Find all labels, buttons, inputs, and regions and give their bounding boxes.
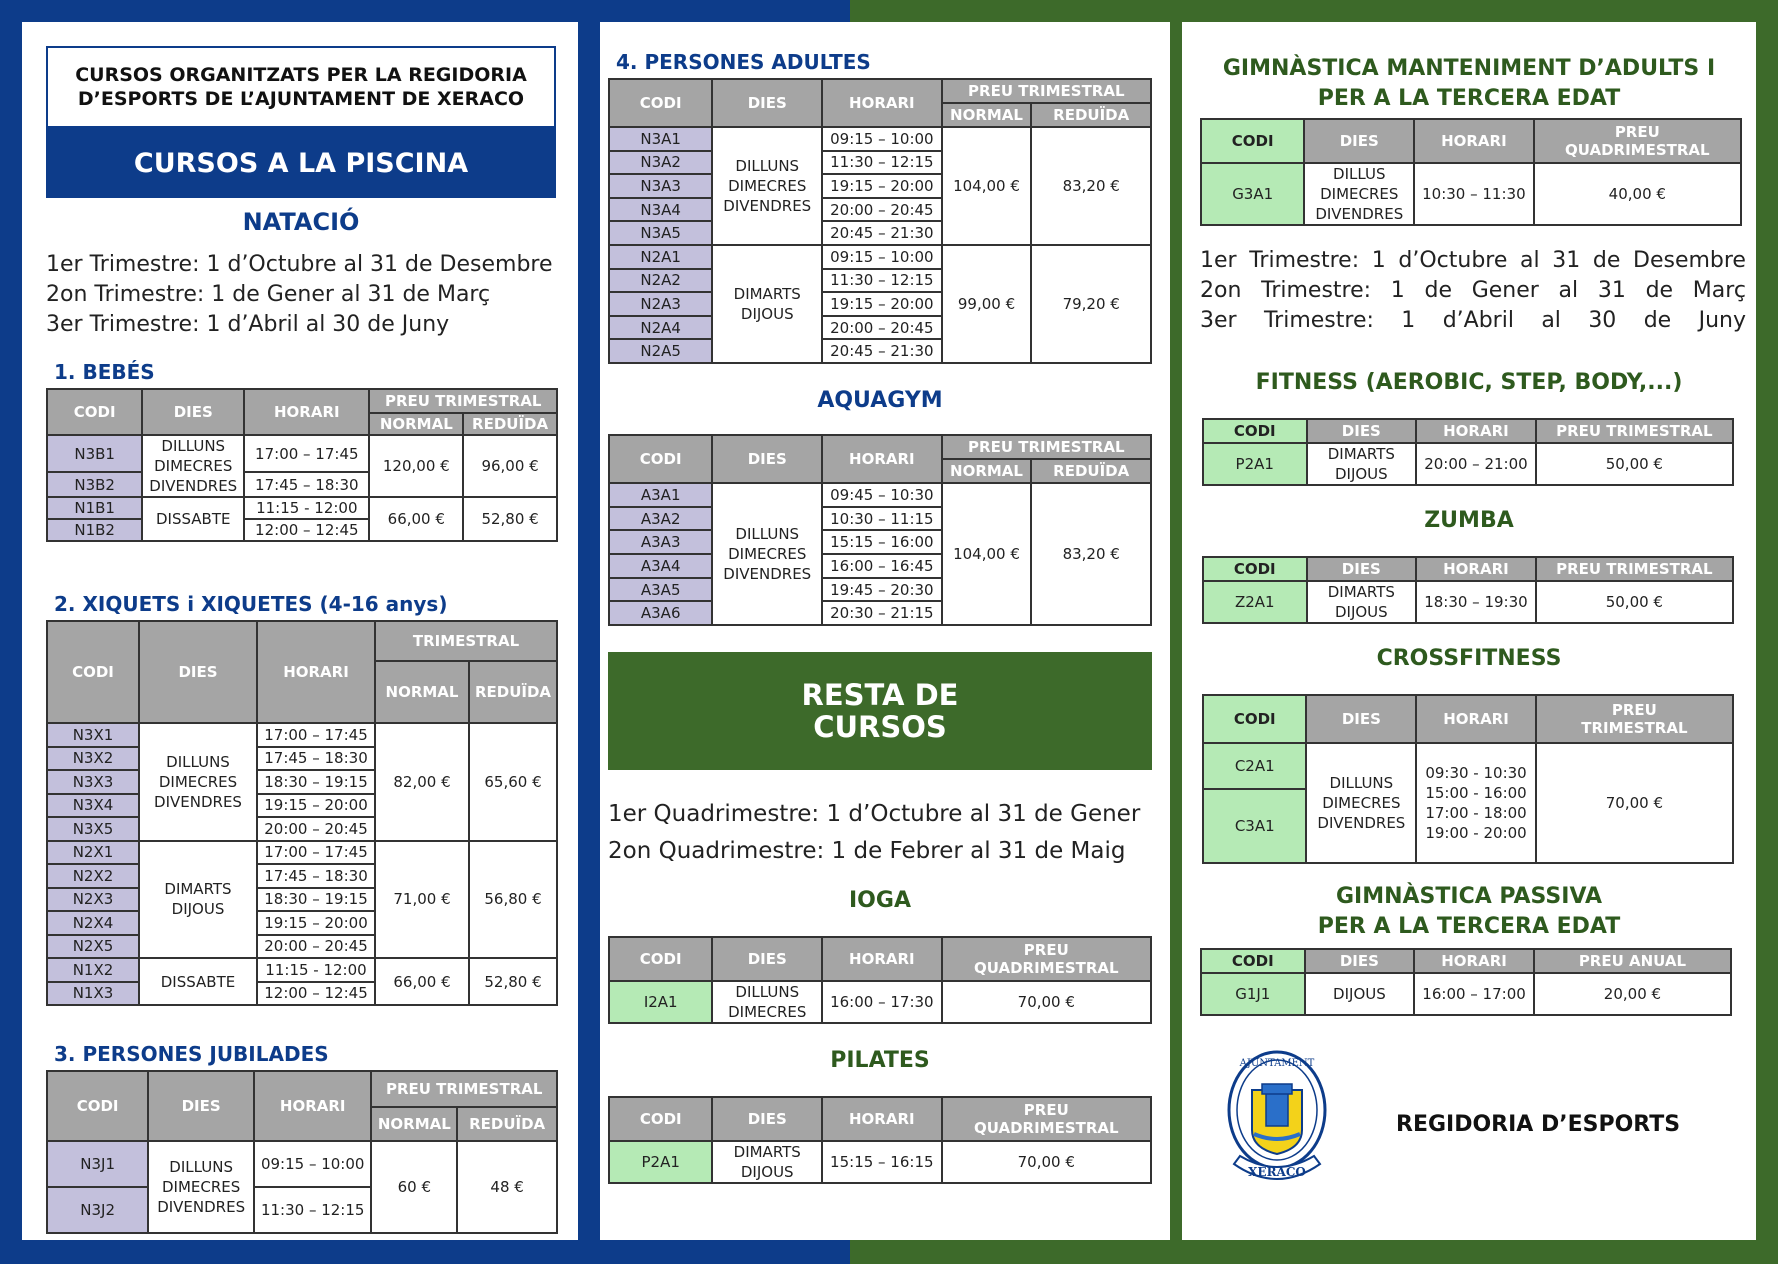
table-cell: N2X4 [47,911,139,935]
table-cell: N1X2 [47,958,139,982]
table-header-cell: HORARI [1416,557,1536,581]
table-cell: 66,00 € [369,497,463,541]
table-cell: DISSABTE [142,497,244,541]
resta-banner: RESTA DE CURSOS [608,652,1152,770]
table-cell: 19:15 – 20:00 [822,292,941,316]
table-row [609,1097,1151,1141]
table-header-cell: DIES [1307,419,1417,443]
table-cell: G3A1 [1201,163,1304,225]
table-cell: N2A1 [609,245,712,269]
table-cell: A3A4 [609,554,712,578]
table-cell: 09:30 - 10:30 15:00 - 16:00 17:00 - 18:00 19:00 - 20:00 [1416,743,1536,863]
table-cell: N3X5 [47,817,139,841]
ioga-table [608,936,1152,1024]
table-cell: 16:00 – 16:45 [822,554,941,578]
table-cell: 11:30 – 12:15 [822,269,941,293]
table-cell: DILLUNS DIMECRES DIVENDRES [139,723,257,841]
zumba-title: ZUMBA [1424,508,1514,533]
panel-adults [600,22,1170,1240]
table-row [1203,419,1733,443]
bebes-table [46,388,558,542]
jubilades-table [46,1070,558,1234]
table-cell: 19:15 – 20:00 [257,794,375,818]
jubilades-title: 3. PERSONES JUBILADES [54,1042,329,1066]
zumba-table [1202,556,1734,624]
manteniment-title: GIMNÀSTICA MANTENIMENT D’ADULTS I PER A LA TERCERA EDAT [1222,56,1716,111]
table-cell: N3X1 [47,723,139,747]
table-row [609,79,1151,103]
table-cell: N2A4 [609,316,712,340]
table-header-cell: DIES [142,389,244,435]
table-header-cell: PREU TRIMESTRAL [371,1071,557,1107]
table-cell: P2A1 [1203,443,1307,485]
table-row [1201,949,1731,973]
table-header-cell: DIES [1307,557,1417,581]
table-cell: N3X2 [47,747,139,771]
table-cell: 17:45 – 18:30 [244,472,369,497]
table-cell: P2A1 [609,1141,712,1183]
table-header-cell: CODI [47,1071,148,1141]
table-header-cell: HORARI [1416,419,1536,443]
table-cell: N3A2 [609,151,712,175]
table-header-cell: DIES [1305,949,1415,973]
table-header-cell: REDUÏDA [1031,103,1151,127]
table-cell: DILLUNS DIMECRES DIVENDRES [1306,743,1416,863]
table-header-cell: NORMAL [369,413,463,435]
table-header-cell: CODI [1201,949,1305,973]
table-header-cell: CODI [1203,695,1306,743]
table-cell: Z2A1 [1203,581,1307,623]
trimestres-list: 1er Trimestre: 1 d’Octubre al 31 de Desembre 2on Trimestre: 1 de Gener al 31 de Març 3er Trimestre: 1 d’Abril al 30 de Juny [46,252,553,337]
table-row [1203,743,1733,789]
table-header-cell: CODI [609,79,712,127]
table-header-cell: NORMAL [942,103,1032,127]
table-cell: 17:00 – 17:45 [257,723,375,747]
table-cell: DILLUNS DIMECRES DIVENDRES [712,483,822,625]
trim-row-1: 1er Trimestre: 1 d’Octubre al 31 de Desembre [1200,248,1746,273]
panel-piscina [22,22,578,1240]
table-cell: 83,20 € [1031,483,1151,625]
table-cell: 70,00 € [942,1141,1151,1183]
table-cell: N2A5 [609,339,712,363]
adultes-table [608,78,1152,364]
table-cell: 18:30 – 19:15 [257,888,375,912]
table-row [1203,557,1733,581]
table-cell: 20:00 – 20:45 [257,935,375,959]
table-header-cell: HORARI [254,1071,371,1141]
table-cell: 70,00 € [1536,743,1733,863]
pilates-table [608,1096,1152,1184]
table-header-cell: DIES [712,435,822,483]
table-cell: 17:00 – 17:45 [257,841,375,865]
table-cell: 120,00 € [369,435,463,497]
table-cell: N3A1 [609,127,712,151]
table-row [1203,581,1733,623]
table-header-cell: DIES [712,937,822,981]
table-header-cell: HORARI [1414,949,1534,973]
table-cell: 20,00 € [1534,973,1731,1015]
table-cell: 52,80 € [469,958,557,1005]
table-cell: 19:15 – 20:00 [822,174,941,198]
table-cell: 17:45 – 18:30 [257,864,375,888]
fitness-title: FITNESS (AEROBIC, STEP, BODY,...) [1255,370,1683,395]
table-header-cell: CODI [609,435,712,483]
table-header-cell: CODI [1201,119,1304,163]
table-header-cell: HORARI [1416,695,1536,743]
table-header-cell: PREU QUADRIMESTRAL [942,937,1151,981]
table-row [47,435,557,472]
table-cell: 20:45 – 21:30 [822,221,941,245]
table-row [47,621,557,661]
table-cell: DIMARTS DIJOUS [1307,443,1417,485]
svg-text:XERACO: XERACO [1248,1165,1306,1179]
table-header-cell: NORMAL [942,459,1032,483]
table-row [1203,695,1733,743]
table-header-cell: PREU TRIMESTRAL [942,435,1151,459]
xiquets-title: 2. XIQUETS i XIQUETES (4-16 anys) [54,592,448,616]
regidoria-label: REGIDORIA D’ESPORTS [1396,1112,1681,1137]
table-cell: DIMARTS DIJOUS [712,1141,822,1183]
table-header-cell: DIES [712,1097,822,1141]
table-cell: C3A1 [1203,789,1306,863]
passiva-title: GIMNÀSTICA PASSIVA PER A LA TERCERA EDAT [1317,884,1621,939]
table-cell: A3A5 [609,578,712,602]
table-cell: 18:30 – 19:15 [257,770,375,794]
panel-gym [1182,22,1756,1240]
table-cell: N1X3 [47,982,139,1006]
table-cell: 104,00 € [942,483,1032,625]
table-cell: 15:15 – 16:15 [822,1141,942,1183]
table-cell: 10:30 – 11:30 [1414,163,1533,225]
table-header-cell: HORARI [1414,119,1533,163]
aquagym-table [608,434,1152,626]
table-row [609,937,1151,981]
table-cell: 20:00 – 21:00 [1416,443,1536,485]
table-cell: N3X3 [47,770,139,794]
table-row [609,981,1151,1023]
table-header-cell: DIES [1304,119,1414,163]
table-cell: DIMARTS DIJOUS [1307,581,1417,623]
crossfitness-title: CROSSFITNESS [1376,646,1562,671]
table-header-cell: PREU TRIMESTRAL [942,79,1151,103]
passiva-table [1200,948,1732,1016]
table-header-cell: TRIMESTRAL [375,621,557,661]
table-header-cell: HORARI [822,435,941,483]
table-cell: 12:00 – 12:45 [244,519,369,541]
table-header-cell: REDUÏDA [463,413,557,435]
table-cell: A3A2 [609,507,712,531]
table-row [47,389,557,413]
table-header-cell: CODI [609,937,712,981]
table-cell: 52,80 € [463,497,557,541]
table-row [609,435,1151,459]
table-header-cell: PREU QUADRIMESTRAL [942,1097,1151,1141]
table-cell: 11:30 – 12:15 [822,151,941,175]
table-row [1201,973,1731,1015]
table-cell: 50,00 € [1536,443,1733,485]
table-header-cell: REDUÏDA [1031,459,1151,483]
table-cell: A3A1 [609,483,712,507]
piscina-banner: CURSOS A LA PISCINA [46,128,556,198]
table-header-cell: PREU TRIMESTRAL [1536,557,1733,581]
table-cell: N2X5 [47,935,139,959]
table-row [609,245,1151,269]
table-cell: 56,80 € [469,841,557,959]
table-row [47,841,557,865]
table-cell: 104,00 € [942,127,1032,245]
table-cell: N1B1 [47,497,142,519]
table-cell: DILLUNS DIMECRES DIVENDRES [148,1141,254,1233]
table-row [609,127,1151,151]
table-cell: 66,00 € [375,958,469,1005]
table-cell: A3A6 [609,601,712,625]
table-cell: DIMARTS DIJOUS [712,245,822,363]
table-header-cell: DIES [139,621,257,723]
table-cell: N3J1 [47,1141,148,1187]
aquagym-title: AQUAGYM [817,388,943,413]
table-cell: 10:30 – 11:15 [822,507,941,531]
table-cell: 70,00 € [942,981,1151,1023]
table-cell: 12:00 – 12:45 [257,982,375,1006]
table-cell: DILLUNS DIMECRES [712,981,822,1023]
table-cell: 17:00 – 17:45 [244,435,369,472]
table-row [1203,443,1733,485]
table-cell: N2A2 [609,269,712,293]
table-header-cell: DIES [148,1071,254,1141]
trim-row-2: 2on Trimestre: 1 de Gener al 31 de Març [1200,278,1746,303]
table-cell: 11:30 – 12:15 [254,1187,371,1233]
table-cell: 48 € [457,1141,557,1233]
table-cell: 65,60 € [469,723,557,841]
table-cell: DILLUNS DIMECRES DIVENDRES [142,435,244,497]
table-header-cell: PREU TRIMESTRAL [1536,695,1733,743]
table-header-cell: HORARI [822,79,941,127]
trim-row-3: 3er Trimestre: 1 d’Abril al 30 de Juny [1200,308,1746,333]
table-row [1201,119,1741,163]
table-cell: DILLUS DIMECRES DIVENDRES [1304,163,1414,225]
table-header-cell: PREU ANUAL [1534,949,1731,973]
table-header-cell: CODI [47,389,142,435]
table-cell: 17:45 – 18:30 [257,747,375,771]
table-cell: 09:15 – 10:00 [254,1141,371,1187]
table-cell: 09:45 – 10:30 [822,483,941,507]
table-header-cell: NORMAL [371,1107,457,1141]
xeraco-seal-logo [1222,1042,1332,1192]
table-header-cell: HORARI [822,937,941,981]
table-header-cell: HORARI [822,1097,942,1141]
table-cell: 18:30 – 19:30 [1416,581,1536,623]
table-row [47,497,557,519]
table-header-cell: CODI [1203,419,1307,443]
manteniment-table [1200,118,1742,226]
table-cell: 20:00 – 20:45 [822,198,941,222]
ioga-title: IOGA [849,888,911,913]
natacio-title: NATACIÓ [242,208,360,236]
xiquets-table [46,620,558,1006]
table-header-cell: DIES [1306,695,1416,743]
table-header-cell: PREU QUADRIMESTRAL [1534,119,1741,163]
pilates-title: PILATES [830,1048,930,1073]
table-cell: 20:30 – 21:15 [822,601,941,625]
table-cell: N2X1 [47,841,139,865]
table-row [1201,163,1741,225]
crossfitness-table [1202,694,1734,864]
table-cell: 20:00 – 20:45 [822,316,941,340]
table-cell: N3A3 [609,174,712,198]
table-cell: N3B1 [47,435,142,472]
table-cell: N1B2 [47,519,142,541]
table-row [47,723,557,747]
table-header-cell: REDUÏDA [469,661,557,723]
table-cell: N3B2 [47,472,142,497]
table-row [609,1141,1151,1183]
table-header-cell: HORARI [257,621,375,723]
fitness-table [1202,418,1734,486]
table-header-cell: PREU TRIMESTRAL [1536,419,1733,443]
table-cell: 50,00 € [1536,581,1733,623]
table-cell: DIJOUS [1305,973,1415,1015]
bebes-title: 1. BEBÉS [54,360,155,384]
table-cell: N2A3 [609,292,712,316]
table-cell: 19:15 – 20:00 [257,911,375,935]
table-cell: 99,00 € [942,245,1032,363]
table-row [47,958,557,982]
table-cell: 11:15 - 12:00 [244,497,369,519]
table-cell: G1J1 [1201,973,1305,1015]
table-cell: 20:00 – 20:45 [257,817,375,841]
table-cell: N2X3 [47,888,139,912]
table-cell: C2A1 [1203,743,1306,789]
table-header-cell: PREU TRIMESTRAL [369,389,557,413]
table-cell: 60 € [371,1141,457,1233]
table-cell: 83,20 € [1031,127,1151,245]
table-cell: DIMARTS DIJOUS [139,841,257,959]
table-cell: 20:45 – 21:30 [822,339,941,363]
table-cell: N3A5 [609,221,712,245]
table-cell: 16:00 – 17:30 [822,981,941,1023]
table-header-cell: DIES [712,79,822,127]
table-cell: N3A4 [609,198,712,222]
quadrimestres-list: 1er Quadrimestre: 1 d’Octubre al 31 de Gener 2on Quadrimestre: 1 de Febrer al 31 de Maig [608,801,1141,864]
trimestres-right [1200,246,1746,336]
svg-text:AJUNTAMENT: AJUNTAMENT [1239,1058,1315,1069]
table-cell: 11:15 - 12:00 [257,958,375,982]
table-header-cell: CODI [1203,557,1307,581]
table-header-cell: REDUÏDA [457,1107,557,1141]
table-row [47,1141,557,1187]
table-header-cell: NORMAL [375,661,469,723]
table-cell: I2A1 [609,981,712,1023]
table-cell: 09:15 – 10:00 [822,245,941,269]
table-cell: 96,00 € [463,435,557,497]
table-header-cell: CODI [47,621,139,723]
table-cell: A3A3 [609,530,712,554]
table-cell: DISSABTE [139,958,257,1005]
table-cell: 71,00 € [375,841,469,959]
table-cell: 82,00 € [375,723,469,841]
table-cell: 79,20 € [1031,245,1151,363]
table-cell: N3X4 [47,794,139,818]
adultes-title: 4. PERSONES ADULTES [616,50,871,74]
table-cell: 19:45 – 20:30 [822,578,941,602]
table-header-cell: CODI [609,1097,712,1141]
table-cell: 40,00 € [1534,163,1741,225]
table-cell: DILLUNS DIMECRES DIVENDRES [712,127,822,245]
table-cell: 09:15 – 10:00 [822,127,941,151]
table-row [47,1071,557,1107]
table-cell: 15:15 – 16:00 [822,530,941,554]
organizer-heading: CURSOS ORGANITZATS PER LA REGIDORIA D’ESPORTS DE L’AJUNTAMENT DE XERACO [46,46,556,128]
table-cell: N2X2 [47,864,139,888]
table-row [609,483,1151,507]
table-cell: N3J2 [47,1187,148,1233]
table-cell: 16:00 – 17:00 [1414,973,1534,1015]
table-header-cell: HORARI [244,389,369,435]
